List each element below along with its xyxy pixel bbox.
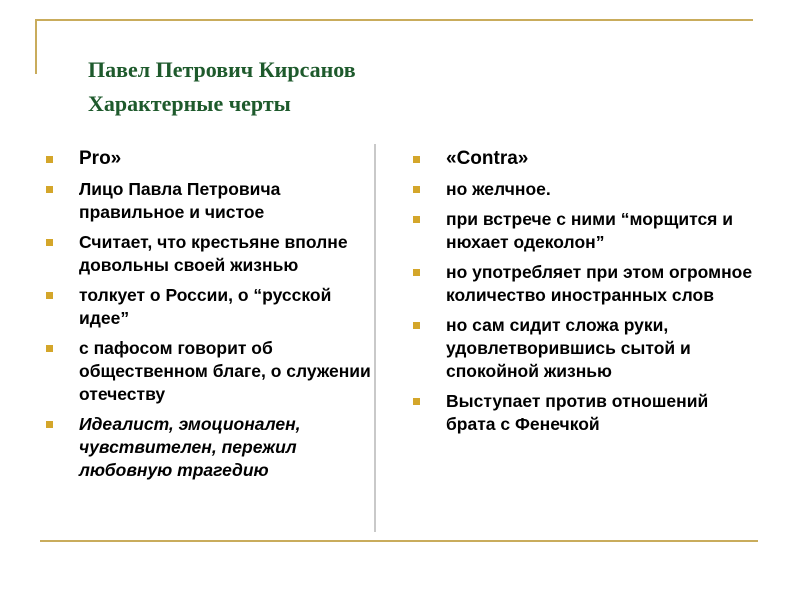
- bullet-icon: [46, 421, 53, 428]
- pro-heading: Pro»: [46, 147, 371, 170]
- bullet-icon: [413, 156, 420, 163]
- bullet-icon: [413, 186, 420, 193]
- bullet-icon: [413, 322, 420, 329]
- list-item: Считает, что крестьяне вполне довольны своей жизнью: [46, 231, 371, 277]
- bullet-icon: [46, 156, 53, 163]
- contra-heading: «Contra»: [413, 147, 758, 170]
- list-item: но желчное.: [413, 178, 758, 201]
- pro-column: [46, 147, 371, 489]
- frame-left-line: [35, 19, 37, 74]
- list-item: Идеалист, эмоционален, чувствителен, пережил любовную трагедию: [46, 413, 371, 482]
- bullet-icon: [413, 216, 420, 223]
- bullet-icon: [46, 345, 53, 352]
- bullet-icon: [46, 292, 53, 299]
- column-divider: [374, 144, 376, 532]
- list-item: Выступает против отношений брата с Фенечкой: [413, 390, 758, 436]
- bullet-icon: [46, 239, 53, 246]
- title-line-2: Характерные черты: [88, 91, 291, 116]
- list-item: но употребляет при этом огромное количество иностранных слов: [413, 261, 758, 307]
- title-line-1: Павел Петрович Кирсанов: [88, 57, 356, 82]
- list-item: но сам сидит сложа руки, удовлетворившись сытой и спокойной жизнью: [413, 314, 758, 383]
- slide-title: [88, 53, 356, 121]
- frame-bottom-line: [40, 540, 758, 542]
- frame-top-line: [35, 19, 753, 21]
- list-item: с пафосом говорит об общественном благе, о служении отечеству: [46, 337, 371, 406]
- contra-column: [413, 147, 758, 443]
- list-item: при встрече с ними “морщится и нюхает одеколон”: [413, 208, 758, 254]
- bullet-icon: [413, 398, 420, 405]
- bullet-icon: [46, 186, 53, 193]
- list-item: толкует о России, о “русской идее”: [46, 284, 371, 330]
- list-item: Лицо Павла Петровича правильное и чистое: [46, 178, 371, 224]
- bullet-icon: [413, 269, 420, 276]
